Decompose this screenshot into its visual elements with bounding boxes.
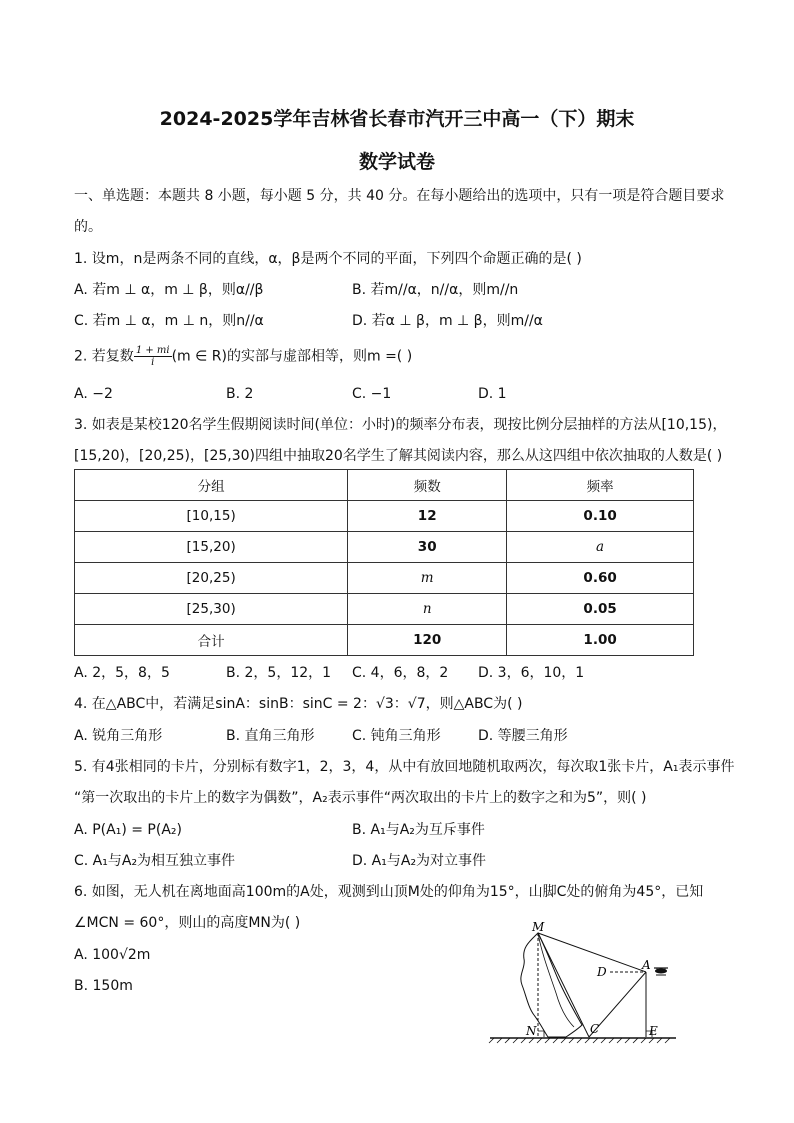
- q5-option-b: B. A₁与A₂为互斥事件: [352, 822, 485, 838]
- table-row: [75, 563, 694, 594]
- label-c: C: [590, 1022, 600, 1036]
- q5-option-d: D. A₁与A₂为对立事件: [352, 853, 487, 869]
- section-instructions-line2: 的。: [74, 219, 102, 235]
- q4-option-b: B. 直角三角形: [226, 728, 315, 744]
- table-cell: [20,25): [75, 563, 348, 594]
- table-cell: 合计: [75, 625, 348, 656]
- q3-option-c: C. 4，6，8，2: [352, 665, 449, 681]
- q4-stem: 4. 在△ABC中，若满足sinA：sinB：sinC = 2：√3：√7，则△ABC为( ): [74, 696, 523, 712]
- q4-option-c: C. 钝角三角形: [352, 728, 441, 744]
- label-d: D: [597, 965, 607, 979]
- q4-option-a: A. 锐角三角形: [74, 728, 163, 744]
- table-cell: 0.10: [507, 501, 694, 532]
- table-header: 频率: [507, 470, 694, 501]
- label-n: N: [526, 1024, 537, 1038]
- q5-option-c: C. A₁与A₂为相互独立事件: [74, 853, 236, 869]
- q1-stem: 1. 设m，n是两条不同的直线，α，β是两个不同的平面，下列四个命题正确的是( ): [74, 251, 582, 267]
- ground-hatching: [489, 1038, 670, 1043]
- q2-fraction: [134, 345, 172, 368]
- q6-stem-line1: 6. 如图，无人机在离地面高100m的A处，观测到山顶M处的仰角为15°，山脚C处的俯角为45°，已知: [74, 884, 704, 900]
- table-row: [75, 532, 694, 563]
- table-header-row: [75, 470, 694, 501]
- q2-option-b: B. 2: [226, 386, 254, 402]
- q2-option-c: C. −1: [352, 386, 392, 402]
- table-cell: 120: [348, 625, 507, 656]
- mountain-ridge: [538, 933, 574, 1027]
- right-angle-n: [538, 1031, 544, 1037]
- page-subtitle: 数学试卷: [358, 151, 435, 173]
- q6-stem-line2: ∠MCN = 60°，则山的高度MN为( ): [74, 915, 301, 931]
- q1-option-b: B. 若m//α，n//α，则m//n: [352, 282, 519, 298]
- table-cell: 0.60: [507, 563, 694, 594]
- q1-option-c: C. 若m ⊥ α，m ⊥ n，则n//α: [74, 313, 264, 329]
- q2-stem-post: (m ∈ R)的实部与虚部相等，则m =( ): [171, 348, 413, 365]
- table-cell: 0.05: [507, 594, 694, 625]
- q3-stem-line1: 3. 如表是某校120名学生假期阅读时间(单位：小时)的频率分布表，现按比例分层抽样的方法从[10,15)，: [74, 417, 727, 433]
- mountain-drone-figure: [486, 915, 686, 1045]
- table-cell: n: [348, 594, 507, 625]
- q2-option-d: D. 1: [478, 386, 507, 402]
- table-cell: [15,20): [75, 532, 348, 563]
- table-cell: 30: [348, 532, 507, 563]
- table-header: 频数: [348, 470, 507, 501]
- table-row: [75, 501, 694, 532]
- q3-stem-line2: [15,20)，[20,25)，[25,30)四组中抽取20名学生了解其阅读内容，那么从这四组中依次抽取的人数是( ): [74, 448, 723, 464]
- table-cell: 12: [348, 501, 507, 532]
- mountain-outline: [521, 933, 582, 1037]
- q2-frac-num: 1 + mi: [135, 345, 170, 356]
- section-instructions-line1: 一、单选题：本题共 8 小题，每小题 5 分，共 40 分。在每小题给出的选项中，只有一项是符合题目要求: [74, 188, 725, 204]
- q2-frac-den: i: [151, 357, 155, 368]
- table-header: 分组: [75, 470, 348, 501]
- q2-option-a: A. −2: [74, 386, 113, 402]
- frequency-table: [74, 469, 694, 656]
- q5-stem-line1: 5. 有4张相同的卡片，分别标有数字1，2，3，4，从中有放回地随机取两次，每次取1张卡片，A₁表示事件: [74, 759, 735, 775]
- q6-option-a: A. 100√2m: [74, 947, 151, 963]
- table-cell: [10,15): [75, 501, 348, 532]
- table-cell: a: [507, 532, 694, 563]
- q4-option-d: D. 等腰三角形: [478, 728, 568, 744]
- label-a: A: [642, 958, 651, 972]
- table-row: [75, 594, 694, 625]
- q2-stem-pre: 2. 若复数: [74, 348, 134, 365]
- q3-option-a: A. 2，5，8，5: [74, 665, 170, 681]
- q5-option-a: A. P(A₁) = P(A₂): [74, 822, 182, 838]
- q1-option-d: D. 若α ⊥ β，m ⊥ β，则m//α: [352, 313, 543, 329]
- table-cell: m: [348, 563, 507, 594]
- q3-option-d: D. 3，6，10，1: [478, 665, 585, 681]
- q6-option-b: B. 150m: [74, 978, 133, 994]
- q1-option-a: A. 若m ⊥ α，m ⊥ β，则α//β: [74, 282, 264, 298]
- table-cell: 1.00: [507, 625, 694, 656]
- label-m: M: [532, 920, 545, 934]
- drone-icon: [654, 968, 668, 975]
- q3-option-b: B. 2，5，12，1: [226, 665, 332, 681]
- table-row: [75, 625, 694, 656]
- q5-stem-line2: “第一次取出的卡片上的数字为偶数”，A₂表示事件“两次取出的卡片上的数字之和为5”，则( ): [74, 790, 647, 806]
- page-title: 2024-2025学年吉林省长春市汽开三中高一（下）期末: [159, 108, 635, 130]
- label-e: E: [649, 1024, 658, 1038]
- table-cell: [25,30): [75, 594, 348, 625]
- q2-stem: [74, 345, 412, 368]
